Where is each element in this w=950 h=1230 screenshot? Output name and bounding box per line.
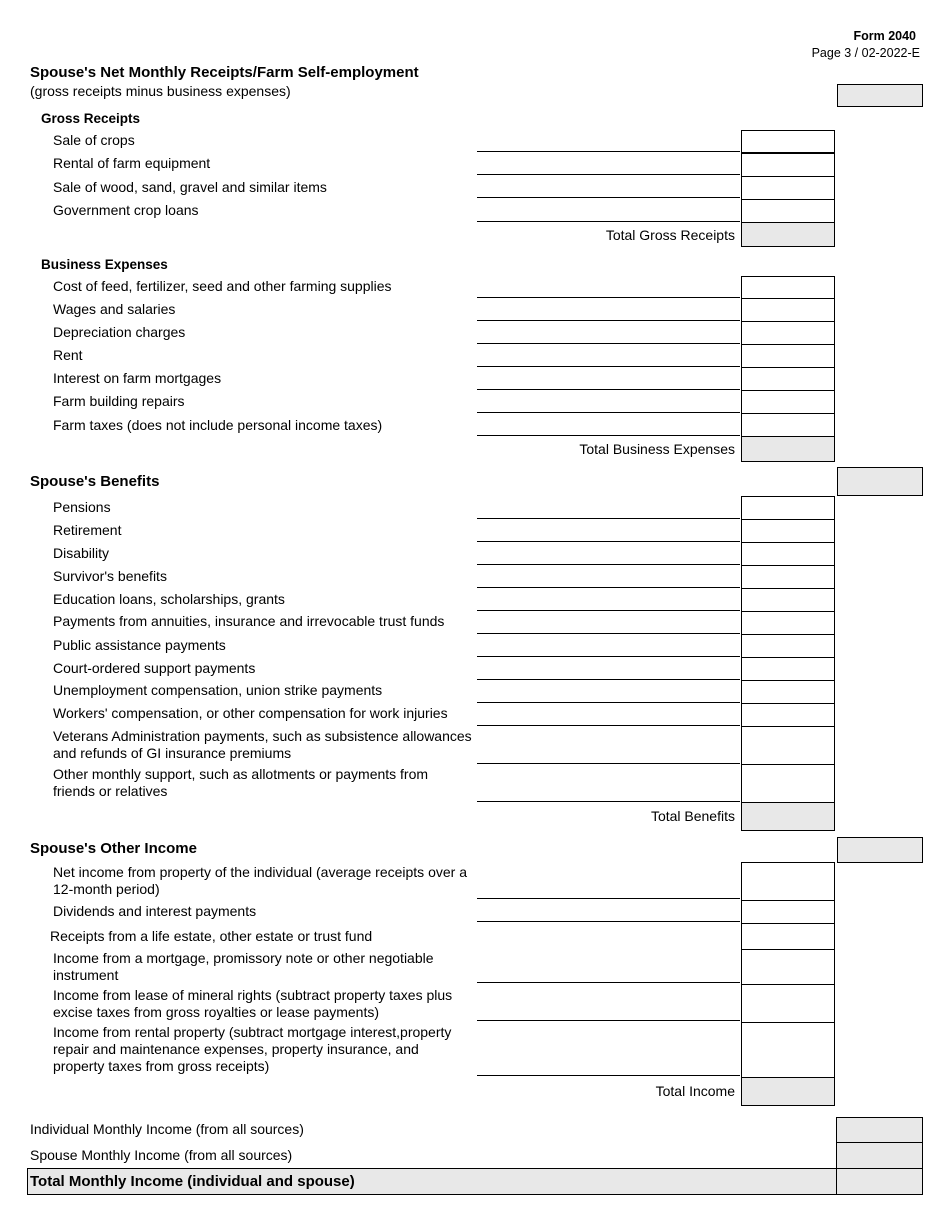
other-income-section-title: Spouse's Other Income [30,840,197,857]
benefit-item-input[interactable] [741,519,835,543]
gross-receipts-heading: Gross Receipts [41,111,141,126]
expense-item-input[interactable] [741,298,835,322]
benefit-item-input[interactable] [741,611,835,635]
expense-item-label: Farm taxes (does not include personal income taxes) [53,417,383,433]
gross-item-input[interactable] [741,153,835,177]
expense-item-input[interactable] [741,344,835,368]
benefits-section-title: Spouse's Benefits [30,473,160,490]
other-income-item-label: Income from lease of mineral rights (subtract property taxes plus excise taxes from gross royalties or lease payments) [53,987,453,1020]
benefits-total-label: Total Benefits [650,808,735,824]
farm-section-subtitle: (gross receipts minus business expenses) [30,83,291,99]
benefit-item-input[interactable] [741,657,835,681]
other-income-item-line [477,921,740,922]
benefit-item-line [477,801,740,802]
gross-item-line [477,174,740,175]
form-number: Form 2040 [853,29,916,43]
benefit-item-label: Other monthly support, such as allotments or payments from friends or relatives [53,766,429,799]
other-income-item-line [477,1020,740,1021]
expense-item-label: Farm building repairs [53,393,185,409]
expense-item-line [477,366,740,367]
expense-item-line [477,435,740,436]
benefit-item-line [477,564,740,565]
benefit-item-input[interactable] [741,634,835,658]
gross-item-input[interactable] [741,130,835,153]
benefit-item-line [477,587,740,588]
benefit-item-line [477,610,740,611]
business-expenses-heading: Business Expenses [41,257,168,272]
benefit-item-line [477,633,740,634]
expense-item-label: Cost of feed, fertilizer, seed and other farming supplies [53,278,392,294]
benefit-item-input[interactable] [741,680,835,704]
expense-item-input[interactable] [741,367,835,391]
gross-item-line [477,197,740,198]
individual-monthly-income-box[interactable] [836,1117,923,1143]
gross-item-line [477,221,740,222]
benefits-section-total-box[interactable] [837,467,923,496]
other-income-item-line [477,1075,740,1076]
gross-total-box[interactable] [741,222,835,247]
other-income-item-label: Receipts from a life estate, other estate or trust fund [50,928,373,944]
benefit-item-input[interactable] [741,764,835,803]
expense-item-label: Rent [53,347,83,363]
gross-item-label: Government crop loans [53,202,199,218]
other-income-item-input[interactable] [741,949,835,985]
benefit-item-label: Court-ordered support payments [53,660,256,676]
benefit-item-label: Workers' compensation, or other compensation for work injuries [53,705,448,721]
expenses-total-label: Total Business Expenses [579,441,735,457]
other-income-item-label: Net income from property of the individual (average receipts over a 12-month period) [53,864,467,897]
benefit-item-label: Education loans, scholarships, grants [53,591,285,607]
benefit-item-input[interactable] [741,703,835,727]
benefit-item-line [477,763,740,764]
expense-item-input[interactable] [741,321,835,345]
other-income-item-input[interactable] [741,1022,835,1078]
expense-item-label: Interest on farm mortgages [53,370,222,386]
benefit-item-label: Unemployment compensation, union strike payments [53,682,383,698]
expense-item-label: Depreciation charges [53,324,186,340]
other-income-section-total-box[interactable] [837,837,923,863]
benefit-item-label: Public assistance payments [53,637,226,653]
benefit-item-input[interactable] [741,496,835,520]
benefits-total-box[interactable] [741,802,835,831]
expense-item-input[interactable] [741,390,835,414]
benefit-item-label: Disability [53,545,110,561]
benefit-item-input[interactable] [741,726,835,765]
expense-item-line [477,343,740,344]
other-income-item-input[interactable] [741,923,835,950]
expense-item-input[interactable] [741,276,835,299]
total-monthly-income-box[interactable] [836,1168,923,1195]
benefit-item-input[interactable] [741,588,835,612]
benefit-item-label: Survivor's benefits [53,568,167,584]
gross-item-label: Sale of wood, sand, gravel and similar items [53,179,327,195]
benefit-item-line [477,702,740,703]
spouse-monthly-income-label: Spouse Monthly Income (from all sources) [30,1147,293,1163]
gross-item-line [477,151,740,152]
other-income-total-label: Total Income [655,1083,735,1099]
farm-net-total-box[interactable] [837,84,923,107]
other-income-item-line [477,898,740,899]
other-income-total-box[interactable] [741,1077,835,1106]
gross-item-label: Sale of crops [53,132,135,148]
other-income-item-label: Income from rental property (subtract mortgage interest,property repair and maintenance expenses, property insurance, and property taxes from gross receipts) [53,1024,452,1074]
expense-item-line [477,320,740,321]
individual-monthly-income-label: Individual Monthly Income (from all sources) [30,1121,304,1137]
expense-item-input[interactable] [741,413,835,437]
other-income-item-input[interactable] [741,900,835,924]
benefit-item-label: Retirement [53,522,122,538]
other-income-item-input[interactable] [741,862,835,901]
benefit-item-label: Pensions [53,499,111,515]
farm-section-title: Spouse's Net Monthly Receipts/Farm Self-employment [30,64,419,81]
benefit-item-line [477,541,740,542]
other-income-item-input[interactable] [741,984,835,1023]
gross-item-label: Rental of farm equipment [53,155,211,171]
other-income-item-line [477,982,740,983]
other-income-item-label: Dividends and interest payments [53,903,257,919]
expense-item-line [477,297,740,298]
other-income-item-label: Income from a mortgage, promissory note or other negotiable instrument [53,950,434,983]
benefit-item-label: Payments from annuities, insurance and irrevocable trust funds [53,613,445,629]
benefit-item-line [477,679,740,680]
gross-item-input[interactable] [741,199,835,223]
page-info: Page 3 / 02-2022-E [811,46,920,60]
gross-total-label: Total Gross Receipts [605,227,735,243]
expenses-total-box[interactable] [741,436,835,462]
benefit-item-line [477,656,740,657]
benefit-item-input[interactable] [741,565,835,589]
spouse-monthly-income-box[interactable] [836,1142,923,1169]
expense-item-line [477,412,740,413]
benefit-item-input[interactable] [741,542,835,566]
expense-item-label: Wages and salaries [53,301,176,317]
gross-item-input[interactable] [741,176,835,200]
total-monthly-income-label: Total Monthly Income (individual and spouse) [30,1173,355,1190]
expense-item-line [477,389,740,390]
benefit-item-label: Veterans Administration payments, such as subsistence allowances and refunds of GI insurance premiums [53,728,472,761]
benefit-item-line [477,725,740,726]
benefit-item-line [477,518,740,519]
